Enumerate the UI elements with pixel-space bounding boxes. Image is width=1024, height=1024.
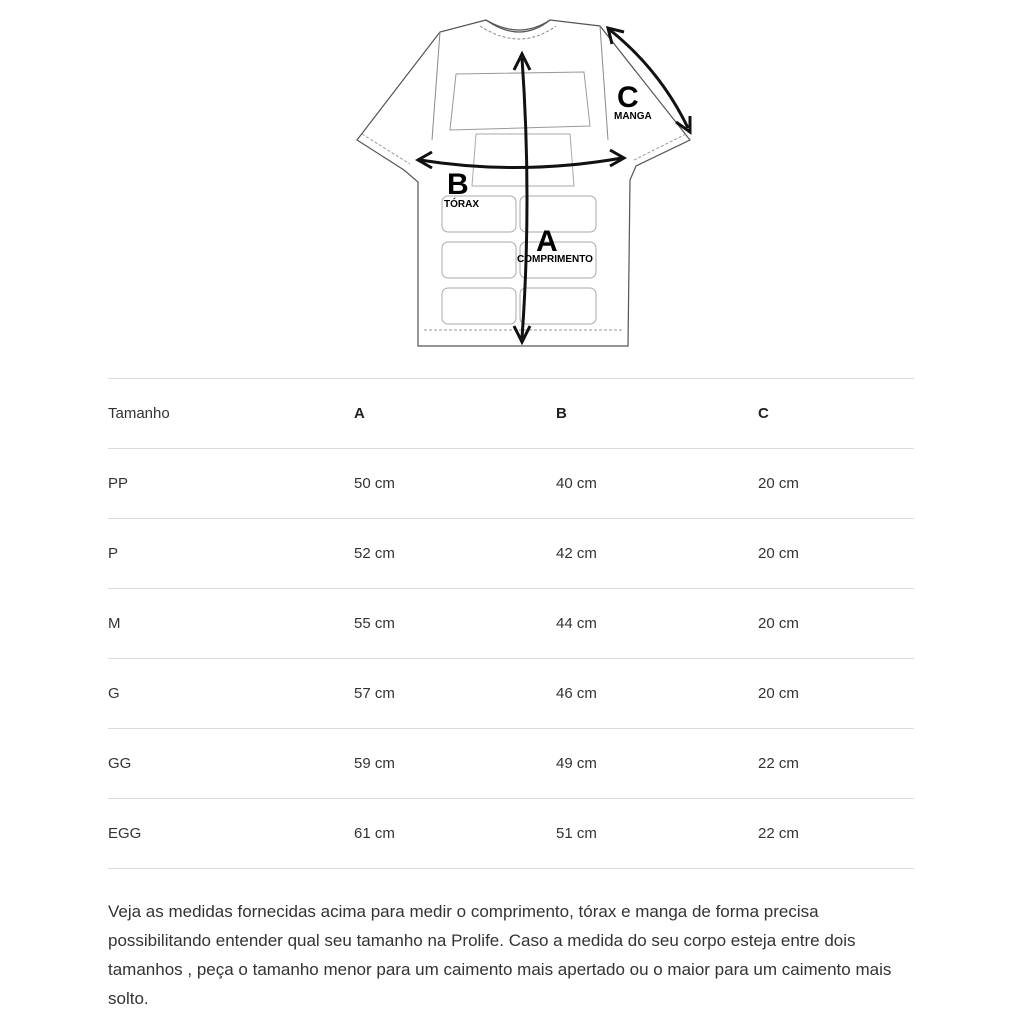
table-row bbox=[108, 519, 914, 589]
header-b: B bbox=[556, 379, 758, 449]
cell-a: 55 cm bbox=[354, 589, 556, 659]
header-c: C bbox=[758, 379, 914, 449]
cell-a: 50 cm bbox=[354, 449, 556, 519]
measure-c-letter: C bbox=[617, 81, 639, 114]
measure-a-label: COMPRIMENTO bbox=[517, 254, 593, 265]
shirt-illustration bbox=[340, 10, 700, 355]
cell-a: 57 cm bbox=[354, 659, 556, 729]
cell-a: 52 cm bbox=[354, 519, 556, 589]
cell-a: 61 cm bbox=[354, 799, 556, 869]
cell-size: EGG bbox=[108, 799, 354, 869]
table-row bbox=[108, 589, 914, 659]
header-a: A bbox=[354, 379, 556, 449]
cell-c: 22 cm bbox=[758, 799, 914, 869]
shirt-measurement-diagram bbox=[340, 10, 700, 355]
cell-b: 40 cm bbox=[556, 449, 758, 519]
cell-c: 20 cm bbox=[758, 519, 914, 589]
cell-c: 20 cm bbox=[758, 449, 914, 519]
cell-c: 20 cm bbox=[758, 589, 914, 659]
cell-b: 42 cm bbox=[556, 519, 758, 589]
sizing-note: Veja as medidas fornecidas acima para medir o comprimento, tórax e manga de forma precisa possibilitando entender qual seu tamanho na Prolife. Caso a medida do seu corpo esteja entre dois tamanhos , peça o tamanho menor para um caimento mais apertado ou o maior para um caimento mais solto. bbox=[108, 902, 892, 1008]
size-table bbox=[108, 378, 914, 869]
header-size: Tamanho bbox=[108, 379, 354, 449]
measure-a-letter: A bbox=[536, 225, 558, 258]
cell-c: 22 cm bbox=[758, 729, 914, 799]
measure-b-letter: B bbox=[447, 168, 469, 201]
cell-b: 46 cm bbox=[556, 659, 758, 729]
table-row bbox=[108, 449, 914, 519]
table-row bbox=[108, 659, 914, 729]
cell-a: 59 cm bbox=[354, 729, 556, 799]
cell-b: 44 cm bbox=[556, 589, 758, 659]
measure-c-label: MANGA bbox=[614, 111, 652, 122]
cell-size: GG bbox=[108, 729, 354, 799]
table-row bbox=[108, 729, 914, 799]
cell-size: P bbox=[108, 519, 354, 589]
table-row bbox=[108, 799, 914, 869]
cell-size: G bbox=[108, 659, 354, 729]
cell-c: 20 cm bbox=[758, 659, 914, 729]
measure-b-label: TÓRAX bbox=[444, 199, 479, 210]
cell-size: M bbox=[108, 589, 354, 659]
table-header-row bbox=[108, 379, 914, 449]
cell-b: 49 cm bbox=[556, 729, 758, 799]
cell-size: PP bbox=[108, 449, 354, 519]
cell-b: 51 cm bbox=[556, 799, 758, 869]
